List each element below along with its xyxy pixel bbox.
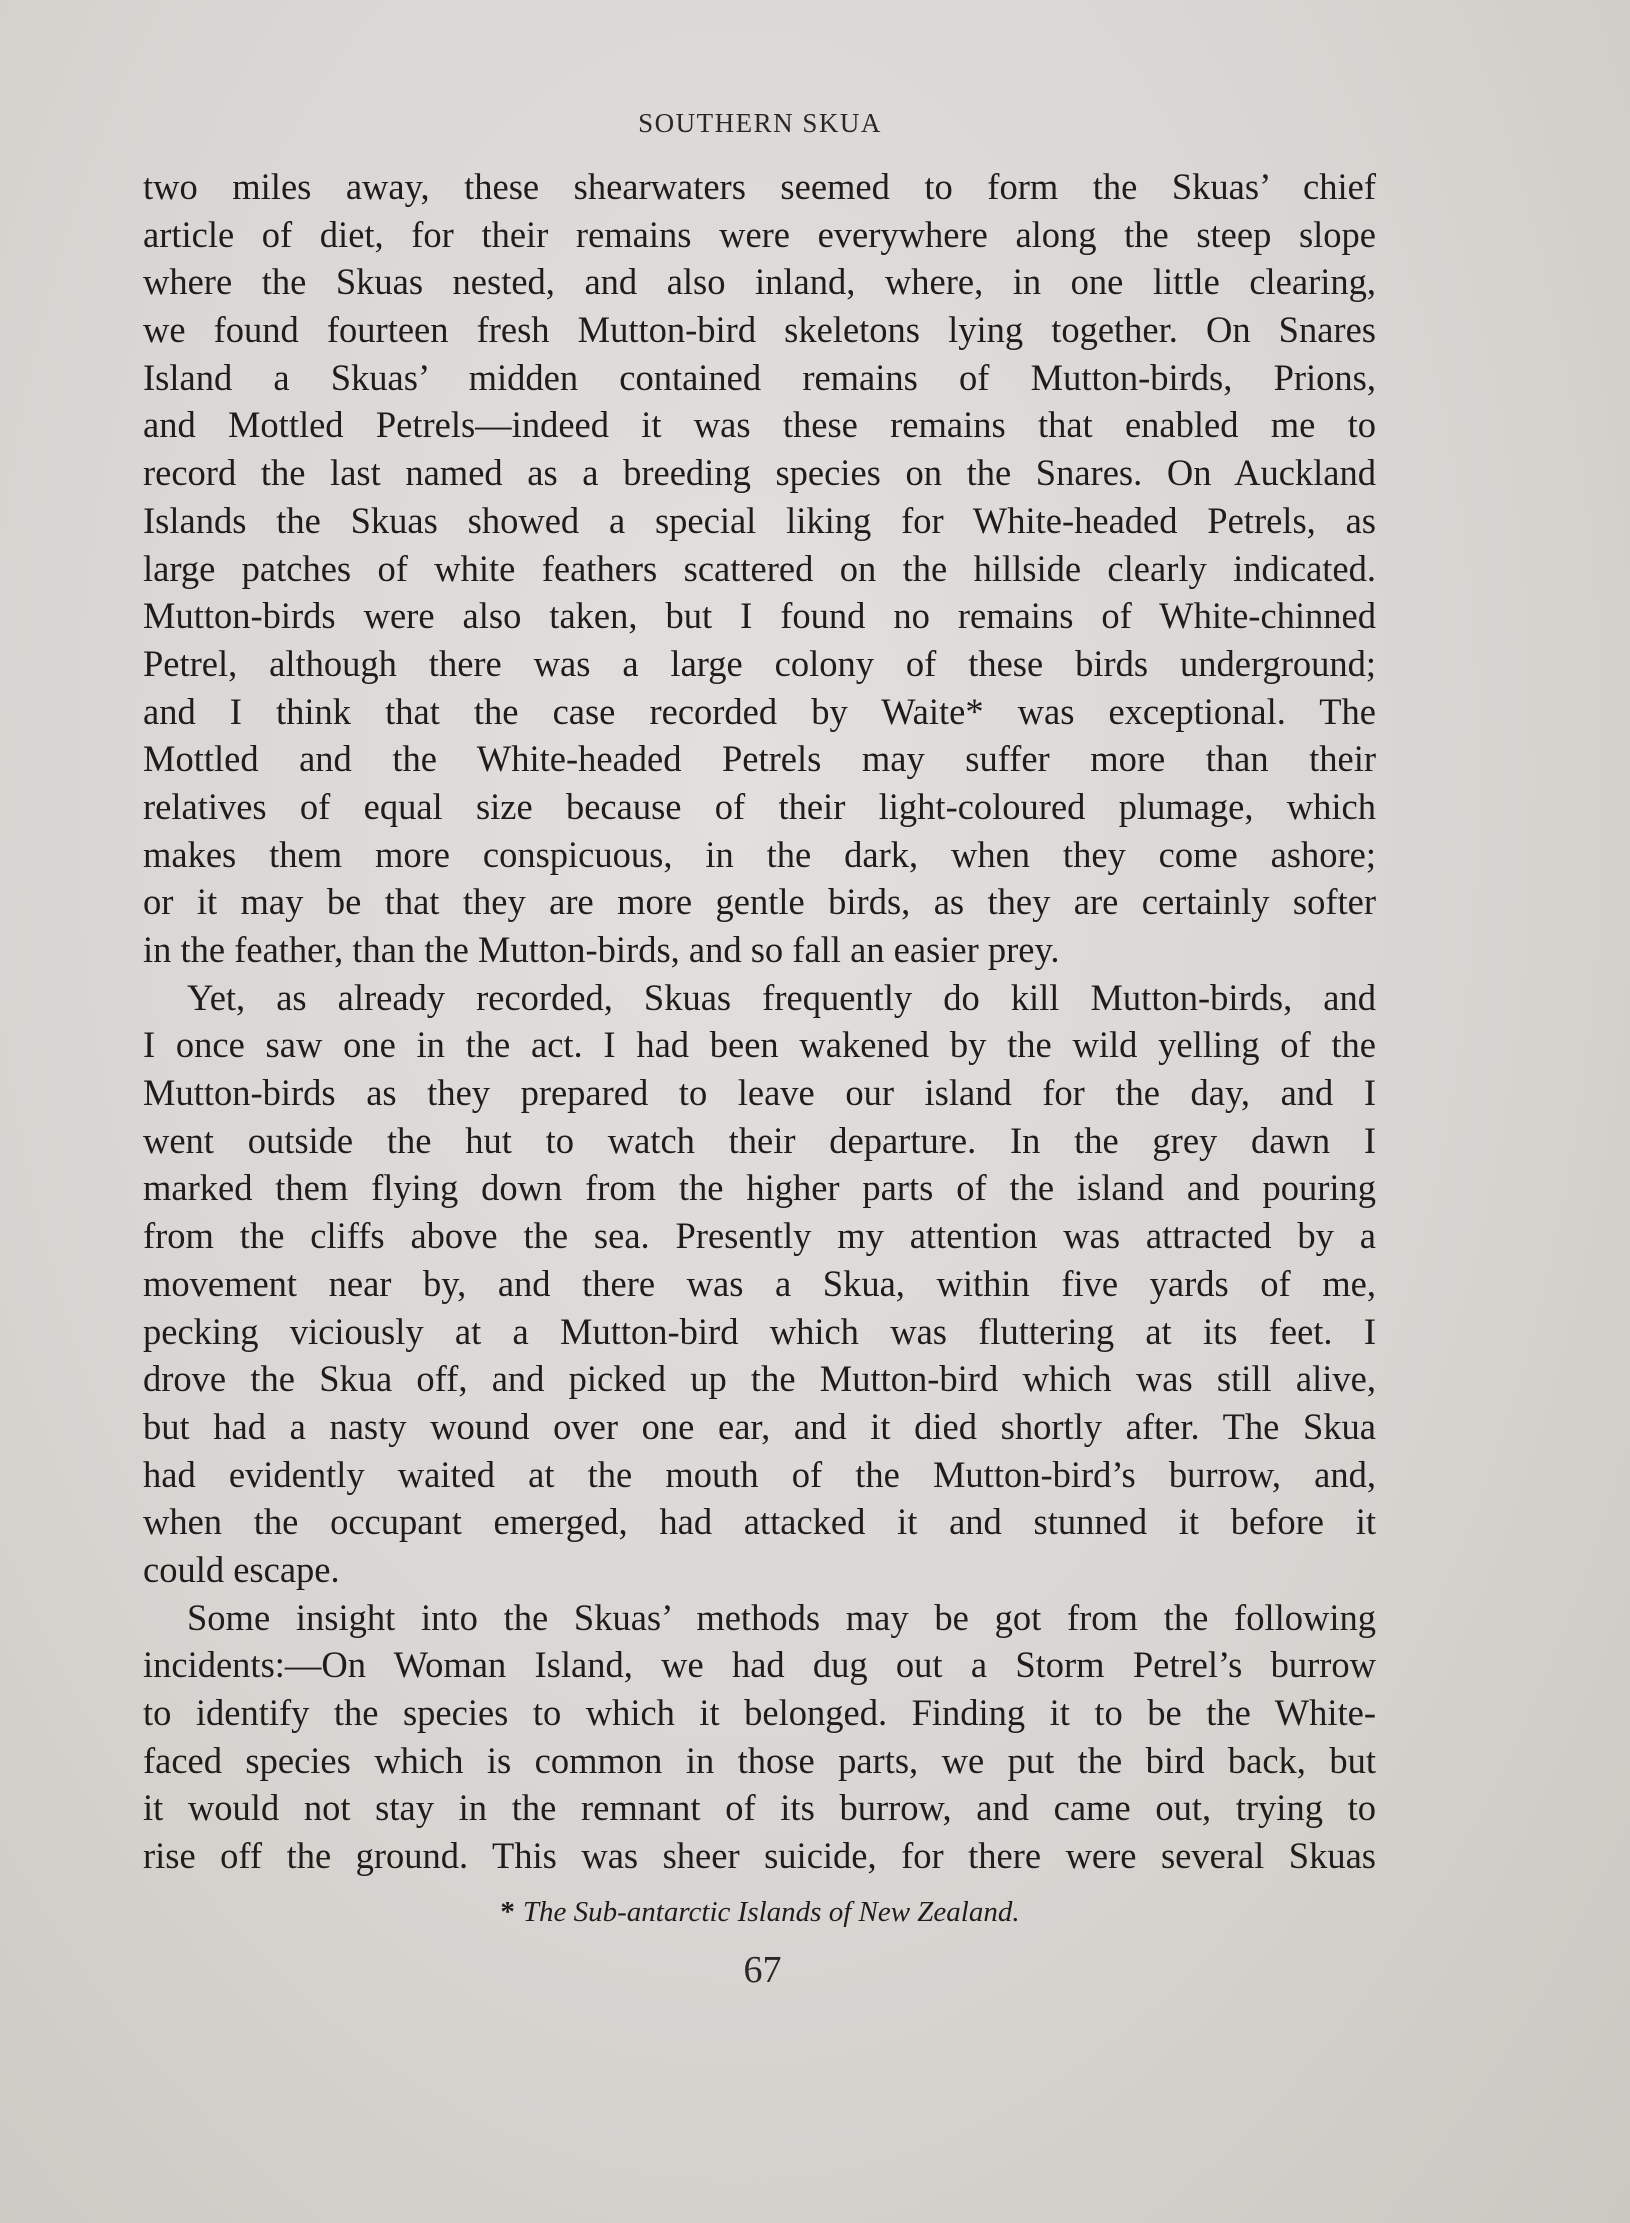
text-line: we found fourteen fresh Mutton-bird skeletons lying together. On Snares xyxy=(143,309,1376,351)
footnote xyxy=(0,1896,1520,1929)
text-line: Island a Skuas’ midden contained remains of Mutton-birds, Prions, xyxy=(143,356,1376,398)
text-line: Some insight into the Skuas’ methods may be got from the following xyxy=(187,1596,1376,1638)
text-line: pecking viciously at a Mutton-bird which was fluttering at its feet. I xyxy=(143,1310,1376,1352)
text-line: or it may be that they are more gentle birds, as they are certainly softer xyxy=(143,881,1376,923)
text-line: two miles away, these shearwaters seemed to form the Skuas’ chief xyxy=(143,166,1376,207)
text-line: article of diet, for their remains were everywhere along the steep slope xyxy=(143,213,1376,255)
text-line: where the Skuas nested, and also inland, where, in one little clearing, xyxy=(143,261,1376,303)
text-line: rise off the ground. This was sheer suicide, for there were several Skuas xyxy=(143,1835,1376,1877)
text-line: movement near by, and there was a Skua, within five yards of me, xyxy=(143,1262,1376,1304)
text-line: it would not stay in the remnant of its burrow, and came out, trying to xyxy=(143,1787,1376,1829)
text-line: relatives of equal size because of their light-coloured plumage, which xyxy=(143,785,1376,827)
text-line: and I think that the case recorded by Waite* was exceptional. The xyxy=(143,690,1376,732)
body-text xyxy=(143,163,1376,1880)
text-line: could escape. xyxy=(143,1548,340,1590)
text-line: when the occupant emerged, had attacked it and stunned it before it xyxy=(143,1501,1376,1543)
text-line: to identify the species to which it belonged. Finding it to be the White- xyxy=(143,1692,1376,1733)
text-line: record the last named as a breeding species on the Snares. On Auckland xyxy=(143,452,1376,494)
text-line: drove the Skua off, and picked up the Mutton-bird which was still alive, xyxy=(143,1358,1376,1400)
text-line: Islands the Skuas showed a special liking for White-headed Petrels, as xyxy=(143,499,1376,541)
text-line: from the cliffs above the sea. Presently my attention was attracted by a xyxy=(143,1215,1376,1257)
page-number: 67 xyxy=(743,1949,782,1991)
text-line: makes them more conspicuous, in the dark, when they come ashore; xyxy=(143,833,1376,875)
text-line: in the feather, than the Mutton-birds, and so fall an easier prey. xyxy=(143,929,1060,970)
text-line: Mottled and the White-headed Petrels may suffer more than their xyxy=(143,738,1376,780)
text-line: Petrel, although there was a large colony of these birds underground; xyxy=(143,642,1376,684)
text-line: and Mottled Petrels—indeed it was these remains that enabled me to xyxy=(143,404,1376,446)
running-head: SOUTHERN SKUA xyxy=(638,108,882,138)
text-line: faced species which is common in those parts, we put the bird back, but xyxy=(143,1739,1376,1781)
text-line: incidents:—On Woman Island, we had dug out a Storm Petrel’s burrow xyxy=(143,1644,1376,1686)
text-line: had evidently waited at the mouth of the Mutton-bird’s burrow, and, xyxy=(143,1453,1376,1495)
text-line: I once saw one in the act. I had been wakened by the wild yelling of the xyxy=(143,1024,1376,1066)
text-line: Mutton-birds were also taken, but I found no remains of White-chinned xyxy=(143,595,1376,637)
footnote-text: The Sub-antarctic Islands of New Zealand. xyxy=(522,1896,1020,1928)
text-line: but had a nasty wound over one ear, and it died shortly after. The Skua xyxy=(143,1405,1376,1447)
footnote-mark: * xyxy=(500,1896,515,1928)
text-line: went outside the hut to watch their departure. In the grey dawn I xyxy=(143,1119,1376,1161)
text-line: Yet, as already recorded, Skuas frequently do kill Mutton-birds, and xyxy=(187,976,1376,1018)
text-line: Mutton-birds as they prepared to leave our island for the day, and I xyxy=(143,1072,1376,1114)
text-line: large patches of white feathers scattered on the hillside clearly indicated. xyxy=(143,547,1376,589)
text-line: marked them flying down from the higher parts of the island and pouring xyxy=(143,1167,1376,1209)
